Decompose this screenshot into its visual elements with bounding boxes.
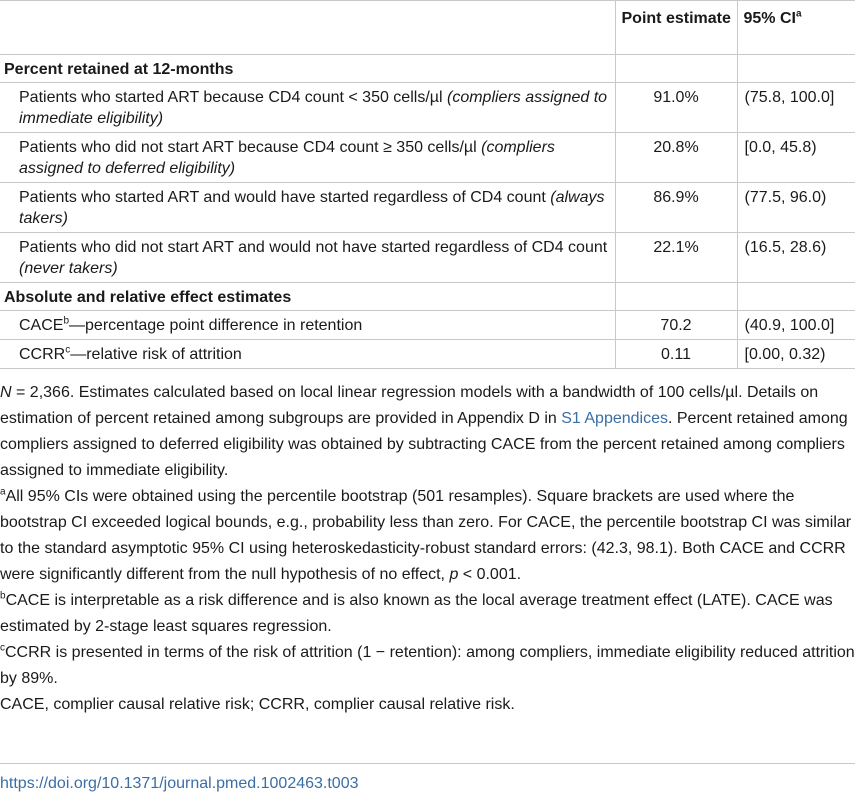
header-ci bbox=[737, 1, 855, 55]
divider bbox=[0, 763, 855, 764]
point-estimate-cell: 70.2 bbox=[615, 311, 737, 340]
header-ci-label: 95% CI bbox=[743, 10, 796, 27]
ci-cell: (77.5, 96.0) bbox=[737, 183, 855, 233]
header-point-estimate bbox=[615, 1, 737, 55]
section-title-effects: Absolute and relative effect estimates bbox=[0, 283, 615, 311]
point-estimate-cell: 91.0% bbox=[615, 83, 737, 133]
results-table bbox=[0, 0, 855, 369]
table-row bbox=[0, 183, 855, 233]
ci-cell: (16.5, 28.6) bbox=[737, 233, 855, 283]
ci-cell: (75.8, 100.0] bbox=[737, 83, 855, 133]
ci-cell: [0.0, 45.8) bbox=[737, 133, 855, 183]
s1-appendices-link[interactable]: S1 Appendices bbox=[561, 410, 668, 427]
footnote-b: $^b$CACE is interpretable as a risk difference and is also known as the local average treatment effect (LATE). CACE was estimated by 2-stage least squares regression. bbox=[0, 590, 833, 635]
point-estimate-cell: 86.9% bbox=[615, 183, 737, 233]
table-row bbox=[0, 311, 855, 340]
header-col1 bbox=[0, 1, 615, 55]
doi-link[interactable]: https://doi.org/10.1371/journal.pmed.1002463.t003 bbox=[0, 775, 359, 792]
header-ci-sup: a bbox=[795, 8, 802, 20]
row-label: Patients who started ART and would have started regardless of CD4 count (always takers) bbox=[0, 183, 615, 233]
row-label: CCRR$^c$—relative risk of attrition bbox=[0, 340, 615, 369]
header-point-estimate-label: Point estimate bbox=[621, 10, 731, 27]
point-estimate-cell: 20.8% bbox=[615, 133, 737, 183]
row-label: Patients who started ART because CD4 count < 350 cells/µl (compliers assigned to immediate eligibility) bbox=[0, 83, 615, 133]
table-footnotes bbox=[0, 380, 855, 718]
section-row bbox=[0, 55, 855, 83]
row-label: CACE$^b$—percentage point difference in retention bbox=[0, 311, 615, 340]
footnote-abbreviations: CACE, complier causal relative risk; CCRR, complier causal relative risk. bbox=[0, 696, 515, 713]
table-row bbox=[0, 83, 855, 133]
table-row bbox=[0, 133, 855, 183]
footnote-n: N = 2,366. Estimates calculated based on local linear regression models with a bandwidth of 100 cells/µl. Details on estimation of percent retained among subgroups are provided in Appendix D in S1 Appendices. Percent retained among compliers assigned to deferred eligibility was obtained by subtracting CACE from the percent retained among compliers assigned to immediate eligibility. bbox=[0, 384, 848, 479]
table-row bbox=[0, 340, 855, 369]
point-estimate-cell: 0.11 bbox=[615, 340, 737, 369]
section-title-retained: Percent retained at 12-months bbox=[0, 55, 615, 83]
footnote-c: $^c$CCRR is presented in terms of the risk of attrition (1 − retention): among compliers, immediate eligibility reduced attrition by 89%. bbox=[0, 642, 855, 687]
section-row bbox=[0, 283, 855, 311]
ci-cell: (40.9, 100.0] bbox=[737, 311, 855, 340]
row-label: Patients who did not start ART and would not have started regardless of CD4 count (never takers) bbox=[0, 233, 615, 283]
footnote-a: $^a$All 95% CIs were obtained using the percentile bootstrap (501 resamples). Square brackets are used where the bootstrap CI exceeded logical bounds, e.g., probability less than zero. For CACE, the percentile bootstrap CI was similar to the standard asymptotic 95% CI using heteroskedasticity-robust standard errors: (42.3, 98.1). Both CACE and CCRR were significantly different from the null hypothesis of no effect, p < 0.001. bbox=[0, 486, 852, 583]
ci-cell: [0.00, 0.32) bbox=[737, 340, 855, 369]
point-estimate-cell: 22.1% bbox=[615, 233, 737, 283]
row-label: Patients who did not start ART because CD4 count ≥ 350 cells/µl (compliers assigned to deferred eligibility) bbox=[0, 133, 615, 183]
table-row bbox=[0, 233, 855, 283]
table-header-row bbox=[0, 1, 855, 55]
